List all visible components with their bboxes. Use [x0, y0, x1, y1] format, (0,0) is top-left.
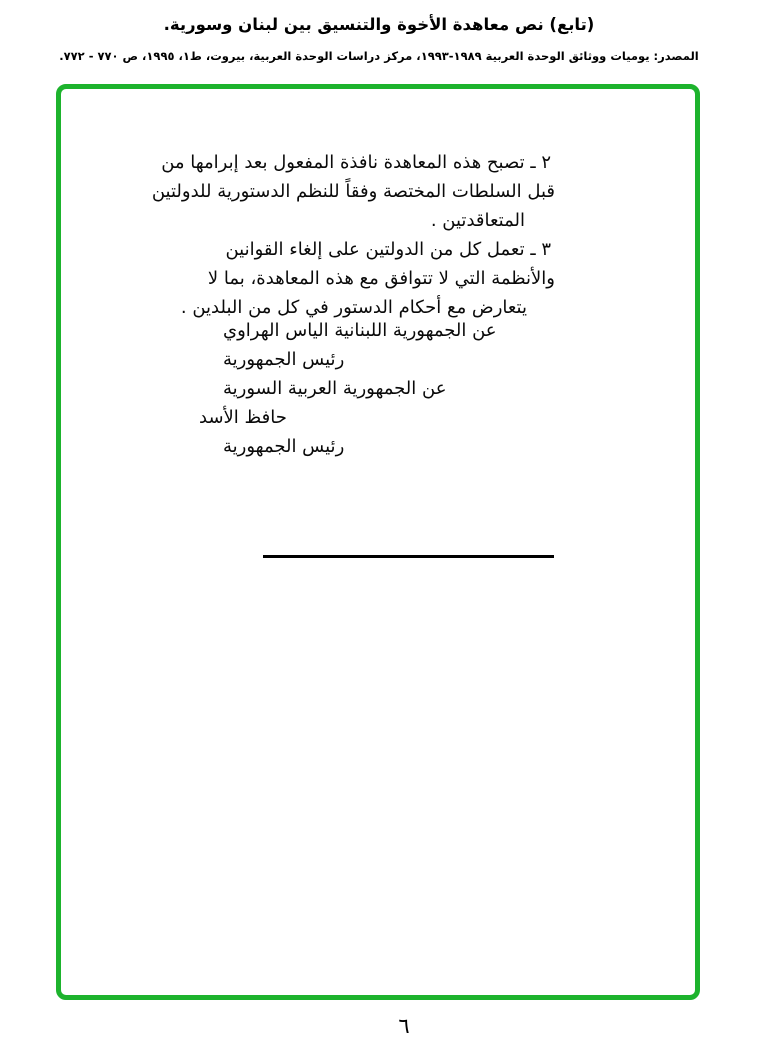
signature-line: رئيس الجمهورية: [223, 349, 345, 370]
paragraph-line: المتعاقدتين .: [430, 210, 525, 231]
signature-line: رئيس الجمهورية: [223, 436, 345, 457]
page-number: ٦: [398, 1014, 410, 1038]
source-citation: المصدر: يوميات ووثائق الوحدة العربية ١٩٨٩-١٩٩٣، مركز دراسات الوحدة العربية، بيروت، ط١، ١٩٩٥، ص ٧٧٠ - ٧٧٢.: [59, 49, 699, 63]
signature-block: [199, 316, 555, 461]
paragraph-line: يتعارض مع أحكام الدستور في كل من البلدين .: [180, 297, 527, 318]
signature-line: عن الجمهورية اللبنانية الياس الهراوي: [223, 320, 497, 341]
signature-line: عن الجمهورية العربية السورية: [223, 378, 447, 399]
paragraph-line: قبل السلطات المختصة وفقاً للنظم الدستورية للدولتين: [151, 181, 555, 202]
paragraph-line: ٣ ـ تعمل كل من الدولتين على إلغاء القوانين: [225, 239, 551, 260]
document-frame: [56, 84, 700, 1000]
treaty-text: [151, 148, 555, 461]
paragraph-line: ٢ ـ تصبح هذه المعاهدة نافذة المفعول بعد إبرامها من: [161, 152, 551, 173]
page-footer: [0, 1013, 758, 1039]
page-title: (تابع) نص معاهدة الأخوة والتنسيق بين لبنان وسورية.: [163, 15, 595, 34]
signature-line: حافظ الأسد: [199, 407, 287, 428]
signature-divider: [263, 555, 554, 558]
paragraph-line: والأنظمة التي لا تتوافق مع هذه المعاهدة، بما لا: [207, 268, 555, 289]
